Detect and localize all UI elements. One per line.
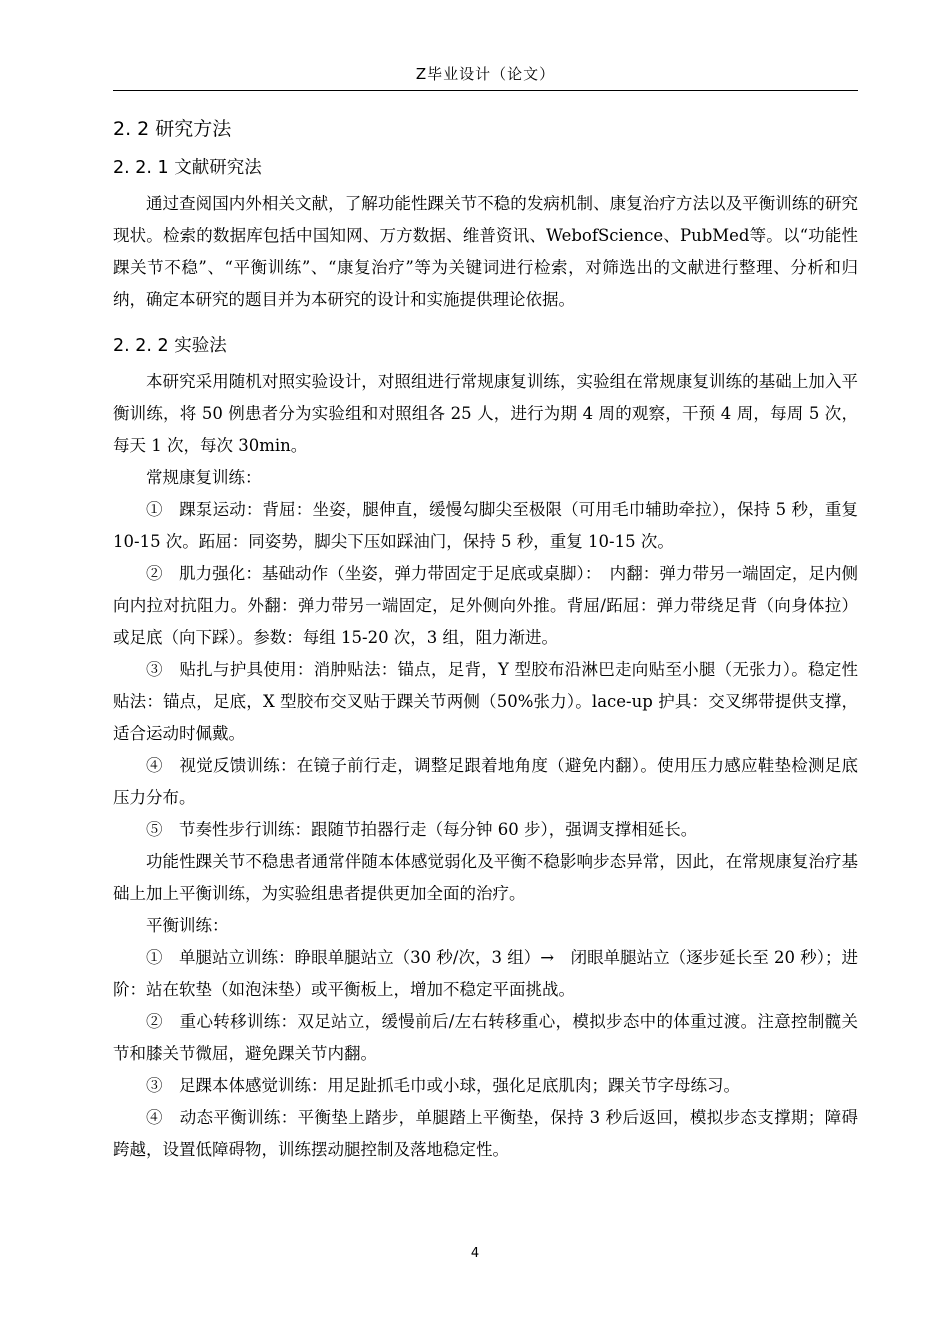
section-heading: 2. 2 研究方法 <box>113 118 232 140</box>
routine-item: ③ 贴扎与护具使用：消肿贴法：锚点，足背，Y 型胶布沿淋巴走向贴至小腿（无张力）。稳定性贴法：锚点，足底，X 型胶布交叉贴于踝关节两侧（50%张力）。lace-up 护具：交叉绑带提供支撑，适合运动时佩戴。 <box>113 660 858 743</box>
document-body <box>113 110 858 1166</box>
page-header: Z毕业设计（论文） <box>415 65 556 83</box>
paragraph-rationale: 功能性踝关节不稳患者通常伴随本体感觉弱化及平衡不稳影响步态异常，因此，在常规康复治疗基础上加上平衡训练，为实验组患者提供更加全面的治疗。 <box>113 852 858 903</box>
page-number: 4 <box>470 1246 480 1261</box>
subsection-heading-literature: 2. 2. 1 文献研究法 <box>113 158 262 178</box>
routine-item: ① 踝泵运动：背屈：坐姿，腿伸直，缓慢勾脚尖至极限（可用毛巾辅助牵拉），保持 5 秒，重复 10-15 次。跖屈：同姿势，脚尖下压如踩油门，保持 5 秒，重复 10-15 次。 <box>113 500 858 551</box>
balance-item: ③ 足踝本体感觉训练：用足趾抓毛巾或小球，强化足底肌肉；踝关节字母练习。 <box>146 1076 740 1095</box>
routine-item: ④ 视觉反馈训练：在镜子前行走，调整足跟着地角度（避免内翻）。使用压力感应鞋垫检测足底压力分布。 <box>113 756 858 807</box>
routine-item: ② 肌力强化：基础动作（坐姿，弹力带固定于足底或桌脚）： 内翻：弹力带另一端固定，足内侧向内拉对抗阻力。外翻：弹力带另一端固定，足外侧向外推。背屈/跖屈：弹力带绕足背（向身体拉）或足底（向下踩）。参数：每组 15-20 次，3 组，阻力渐进。 <box>113 564 858 647</box>
balance-item: ② 重心转移训练：双足站立，缓慢前后/左右转移重心，模拟步态中的体重过渡。注意控制髋关节和膝关节微屈，避免踝关节内翻。 <box>113 1012 858 1063</box>
subsection-heading-experiment: 2. 2. 2 实验法 <box>113 336 227 356</box>
paragraph-experiment-design: 本研究采用随机对照实验设计，对照组进行常规康复训练，实验组在常规康复训练的基础上加入平衡训练，将 50 例患者分为实验组和对照组各 25 人，进行为期 4 周的观察，干预 4 周，每周 5 次，每天 1 次，每次 30min。 <box>113 372 858 455</box>
routine-training-label: 常规康复训练： <box>146 468 262 487</box>
spacer <box>113 316 858 326</box>
paragraph-literature: 通过查阅国内外相关文献，了解功能性踝关节不稳的发病机制、康复治疗方法以及平衡训练的研究现状。检索的数据库包括中国知网、万方数据、维普资讯、WebofScience、PubMed等。以“功能性踝关节不稳”、“平衡训练”、“康复治疗”等为关键词进行检索，对筛选出的文献进行整理、分析和归纳，确定本研究的题目并为本研究的设计和实施提供理论依据。 <box>113 194 858 309</box>
balance-item: ④ 动态平衡训练：平衡垫上踏步，单腿踏上平衡垫，保持 3 秒后返回，模拟步态支撑期；障碍跨越，设置低障碍物，训练摆动腿控制及落地稳定性。 <box>113 1108 858 1159</box>
routine-item: ⑤ 节奏性步行训练：跟随节拍器行走（每分钟 60 步），强调支撑相延长。 <box>146 820 698 839</box>
header-divider <box>113 90 858 91</box>
balance-training-label: 平衡训练： <box>146 916 229 935</box>
balance-item: ① 单腿站立训练：睁眼单腿站立（30 秒/次，3 组）→ 闭眼单腿站立（逐步延长至 20 秒）；进阶：站在软垫（如泡沫垫）或平衡板上，增加不稳定平面挑战。 <box>113 948 858 999</box>
